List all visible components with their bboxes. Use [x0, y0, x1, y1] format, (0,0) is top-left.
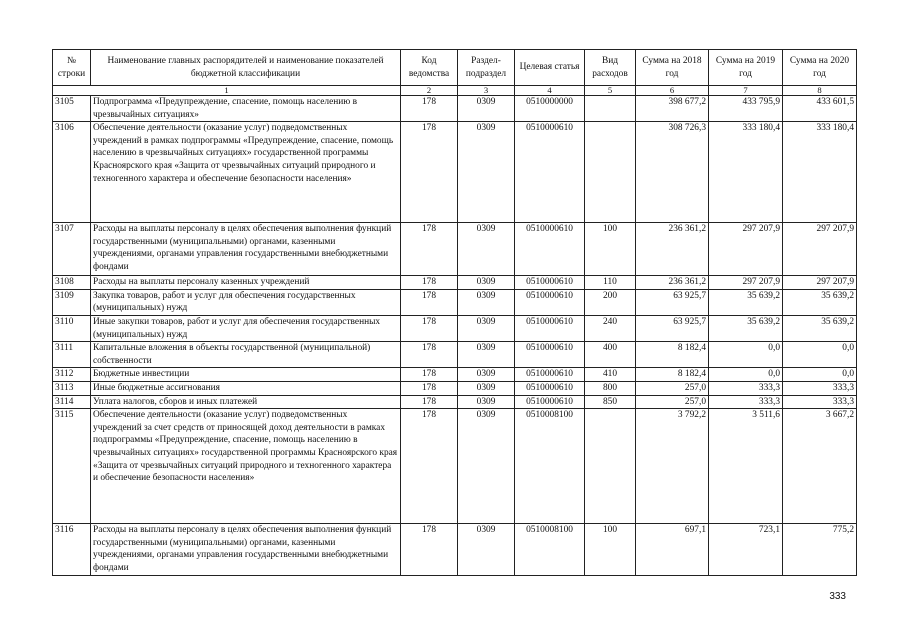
header-sum-2019: Сумма на 2019 год — [709, 50, 783, 86]
row-number: 3108 — [53, 276, 91, 290]
table-row — [53, 315, 857, 341]
row-sum-2020: 3 667,2 — [783, 409, 857, 524]
row-target-article: 0510000610 — [515, 276, 585, 290]
table-row — [53, 223, 857, 276]
row-number: 3111 — [53, 342, 91, 368]
row-sum-2020: 35 639,2 — [783, 289, 857, 315]
row-section: 0309 — [458, 122, 515, 223]
row-department-code: 178 — [401, 289, 458, 315]
row-name: Иные бюджетные ассигнования — [91, 381, 401, 395]
row-target-article: 0510000610 — [515, 395, 585, 409]
header-target-article: Целевая статья — [515, 50, 585, 86]
row-department-code: 178 — [401, 223, 458, 276]
row-department-code: 178 — [401, 342, 458, 368]
row-name: Расходы на выплаты персоналу в целях обеспечения выполнения функций государственными (муниципальными) органами, казенными учреждениями, органами управления государственными внебюджетными фондами — [91, 524, 401, 575]
row-expense-kind: 100 — [585, 223, 636, 276]
column-number: 8 — [783, 86, 857, 96]
row-name: Подпрограмма «Предупреждение, спасение, помощь населению в чрезвычайных ситуациях» — [91, 96, 401, 122]
row-sum-2020: 433 601,5 — [783, 96, 857, 122]
row-expense-kind: 100 — [585, 524, 636, 575]
row-sum-2019: 35 639,2 — [709, 289, 783, 315]
page-number: 333 — [829, 591, 846, 602]
row-number: 3107 — [53, 223, 91, 276]
row-expense-kind: 850 — [585, 395, 636, 409]
row-number: 3105 — [53, 96, 91, 122]
row-expense-kind: 410 — [585, 368, 636, 382]
row-section: 0309 — [458, 524, 515, 575]
row-sum-2020: 35 639,2 — [783, 315, 857, 341]
row-expense-kind: 240 — [585, 315, 636, 341]
column-number: 2 — [401, 86, 458, 96]
row-expense-kind — [585, 122, 636, 223]
column-number: 6 — [636, 86, 709, 96]
row-sum-2018: 63 925,7 — [636, 315, 709, 341]
row-sum-2020: 333,3 — [783, 381, 857, 395]
table-row — [53, 342, 857, 368]
row-sum-2018: 236 361,2 — [636, 223, 709, 276]
row-sum-2018: 257,0 — [636, 381, 709, 395]
budget-page — [52, 49, 856, 576]
row-name: Расходы на выплаты персоналу в целях обеспечения выполнения функций государственными (муниципальными) органами, казенными учреждениями, органами управления государственными внебюджетными фондами — [91, 223, 401, 276]
header-name: Наименование главных распорядителей и наименование показателей бюджетной классификации — [91, 50, 401, 86]
header-expense-kind: Вид расходов — [585, 50, 636, 86]
row-sum-2019: 297 207,9 — [709, 276, 783, 290]
row-department-code: 178 — [401, 122, 458, 223]
row-target-article: 0510000000 — [515, 96, 585, 122]
row-sum-2020: 297 207,9 — [783, 223, 857, 276]
row-sum-2020: 333,3 — [783, 395, 857, 409]
row-department-code: 178 — [401, 409, 458, 524]
row-target-article: 0510000610 — [515, 342, 585, 368]
row-number: 3114 — [53, 395, 91, 409]
row-sum-2018: 236 361,2 — [636, 276, 709, 290]
row-department-code: 178 — [401, 368, 458, 382]
row-name: Обеспечение деятельности (оказание услуг) подведомственных учреждений за счет средств от приносящей доход деятельности в рамках подпрограммы «Предупреждение, спасение, помощь населению в чрезвычайных ситуациях» государственной программы Красноярского края «Защита от чрезвычайных ситуаций природного и техногенного характера и обеспечение безопасности населения» — [91, 409, 401, 524]
row-sum-2019: 297 207,9 — [709, 223, 783, 276]
row-expense-kind — [585, 409, 636, 524]
row-name: Иные закупки товаров, работ и услуг для обеспечения государственных (муниципальных) нужд — [91, 315, 401, 341]
row-number: 3112 — [53, 368, 91, 382]
table-row — [53, 381, 857, 395]
budget-table — [52, 49, 857, 576]
header-section: Раздел- подраздел — [458, 50, 515, 86]
row-number: 3116 — [53, 524, 91, 575]
table-row — [53, 409, 857, 524]
row-sum-2018: 3 792,2 — [636, 409, 709, 524]
table-header-row — [53, 50, 857, 86]
row-target-article: 0510000610 — [515, 381, 585, 395]
row-target-article: 0510008100 — [515, 409, 585, 524]
row-sum-2018: 8 182,4 — [636, 368, 709, 382]
row-target-article: 0510000610 — [515, 122, 585, 223]
row-section: 0309 — [458, 342, 515, 368]
row-sum-2019: 433 795,9 — [709, 96, 783, 122]
row-name: Закупка товаров, работ и услуг для обеспечения государственных (муниципальных) нужд — [91, 289, 401, 315]
row-section: 0309 — [458, 409, 515, 524]
row-target-article: 0510000610 — [515, 289, 585, 315]
row-sum-2020: 0,0 — [783, 342, 857, 368]
row-target-article: 0510000610 — [515, 368, 585, 382]
header-row-number: № строки — [53, 50, 91, 86]
row-section: 0309 — [458, 315, 515, 341]
row-department-code: 178 — [401, 524, 458, 575]
column-number: 4 — [515, 86, 585, 96]
header-sum-2018: Сумма на 2018 год — [636, 50, 709, 86]
row-number: 3106 — [53, 122, 91, 223]
row-target-article: 0510008100 — [515, 524, 585, 575]
table-row — [53, 122, 857, 223]
column-number-row — [53, 86, 857, 96]
header-department-code: Код ведомства — [401, 50, 458, 86]
table-row — [53, 96, 857, 122]
table-row — [53, 289, 857, 315]
row-sum-2020: 775,2 — [783, 524, 857, 575]
row-name: Бюджетные инвестиции — [91, 368, 401, 382]
row-section: 0309 — [458, 289, 515, 315]
row-target-article: 0510000610 — [515, 315, 585, 341]
table-row — [53, 524, 857, 575]
row-expense-kind — [585, 96, 636, 122]
table-body — [53, 96, 857, 576]
row-department-code: 178 — [401, 381, 458, 395]
row-expense-kind: 200 — [585, 289, 636, 315]
row-number: 3110 — [53, 315, 91, 341]
row-sum-2018: 697,1 — [636, 524, 709, 575]
row-sum-2019: 3 511,6 — [709, 409, 783, 524]
row-section: 0309 — [458, 96, 515, 122]
column-number: 5 — [585, 86, 636, 96]
row-department-code: 178 — [401, 96, 458, 122]
row-section: 0309 — [458, 223, 515, 276]
table-row — [53, 368, 857, 382]
row-name: Расходы на выплаты персоналу казенных учреждений — [91, 276, 401, 290]
row-sum-2019: 723,1 — [709, 524, 783, 575]
column-number: 1 — [53, 86, 401, 96]
column-number: 3 — [458, 86, 515, 96]
row-number: 3115 — [53, 409, 91, 524]
table-row — [53, 395, 857, 409]
row-sum-2020: 333 180,4 — [783, 122, 857, 223]
row-department-code: 178 — [401, 315, 458, 341]
row-sum-2019: 35 639,2 — [709, 315, 783, 341]
row-sum-2018: 398 677,2 — [636, 96, 709, 122]
row-sum-2018: 8 182,4 — [636, 342, 709, 368]
row-sum-2018: 308 726,3 — [636, 122, 709, 223]
header-sum-2020: Сумма на 2020 год — [783, 50, 857, 86]
row-sum-2019: 0,0 — [709, 342, 783, 368]
column-number: 7 — [709, 86, 783, 96]
row-section: 0309 — [458, 395, 515, 409]
row-sum-2019: 333,3 — [709, 395, 783, 409]
row-name: Обеспечение деятельности (оказание услуг) подведомственных учреждений в рамках подпрограммы «Предупреждение, спасение, помощь населению в чрезвычайных ситуациях» государственной программы Красноярского края «Защита от чрезвычайных ситуаций природного и техногенного характера и обеспечение безопасности населения» — [91, 122, 401, 223]
row-department-code: 178 — [401, 276, 458, 290]
row-number: 3113 — [53, 381, 91, 395]
row-expense-kind: 800 — [585, 381, 636, 395]
row-name: Уплата налогов, сборов и иных платежей — [91, 395, 401, 409]
row-target-article: 0510000610 — [515, 223, 585, 276]
row-sum-2018: 63 925,7 — [636, 289, 709, 315]
row-section: 0309 — [458, 276, 515, 290]
row-sum-2020: 0,0 — [783, 368, 857, 382]
row-department-code: 178 — [401, 395, 458, 409]
row-expense-kind: 110 — [585, 276, 636, 290]
row-name: Капитальные вложения в объекты государственной (муниципальной) собственности — [91, 342, 401, 368]
row-expense-kind: 400 — [585, 342, 636, 368]
row-number: 3109 — [53, 289, 91, 315]
row-section: 0309 — [458, 381, 515, 395]
row-sum-2019: 333,3 — [709, 381, 783, 395]
row-sum-2020: 297 207,9 — [783, 276, 857, 290]
table-row — [53, 276, 857, 290]
row-sum-2019: 333 180,4 — [709, 122, 783, 223]
row-section: 0309 — [458, 368, 515, 382]
row-sum-2019: 0,0 — [709, 368, 783, 382]
row-sum-2018: 257,0 — [636, 395, 709, 409]
